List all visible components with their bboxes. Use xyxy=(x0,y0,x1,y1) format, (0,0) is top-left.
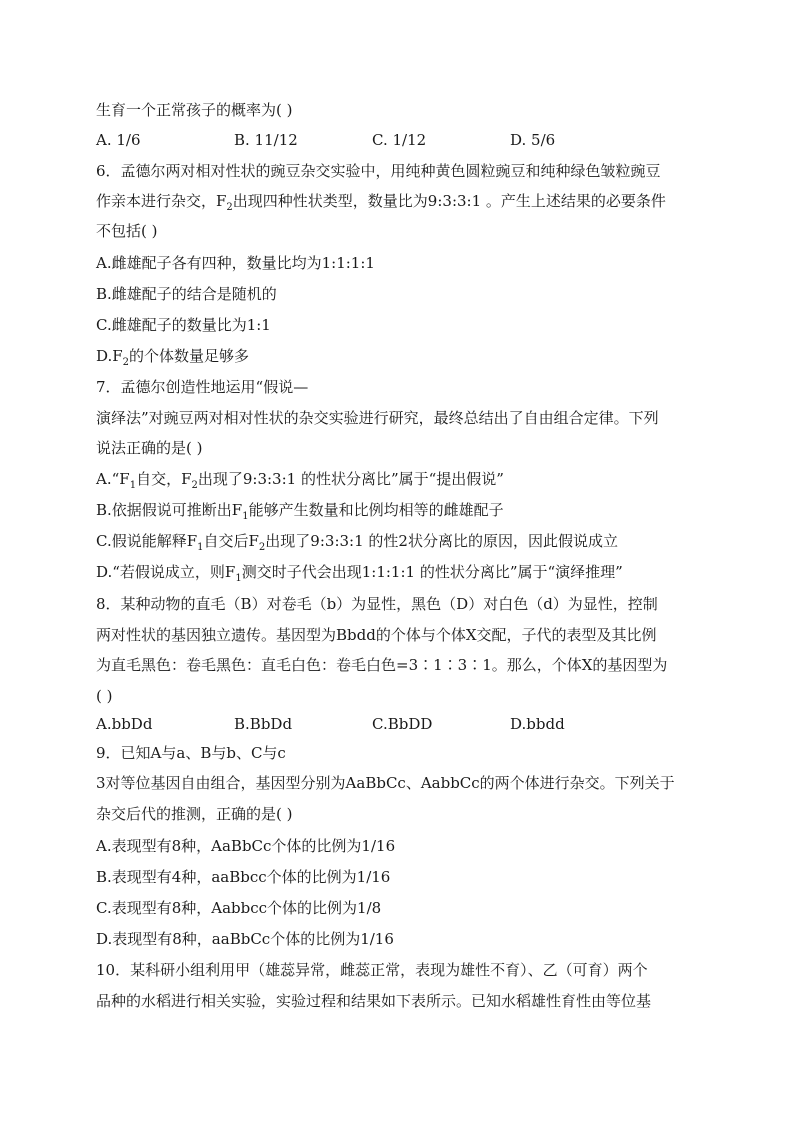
q9-stem-line1: 9．已知A与a、B与b、C与c xyxy=(96,744,286,762)
q8-stem-line1: 8．某种动物的直毛（B）对卷毛（b）为显性，黑色（D）对白色（d）为显性，控制 xyxy=(96,595,658,613)
q5-option-a: A. 1/6 xyxy=(96,131,141,149)
q5-stem-tail: 生育一个正常孩子的概率为( ) xyxy=(96,101,293,119)
q7-option-a: $A.“F_1$自交，$F_2$出现了9:3:3:1 的性状分离比”属于“提出假说” xyxy=(96,470,504,491)
q9-option-c: C.表现型有8种，Aabbcc个体的比例为1/8 xyxy=(96,899,382,917)
q6-option-a: A.雌雄配子各有四种，数量比均为1:1:1:1 xyxy=(96,254,375,272)
q6-option-d: $D.F_2$的个体数量足够多 xyxy=(96,347,250,368)
q6-stem-line3: 不包括( ) xyxy=(96,222,158,240)
q8-stem-line3: 为直毛黑色：卷毛黑色：直毛白色：卷毛白色=3∶1∶3∶1。那么，个体X的基因型为 xyxy=(96,656,668,674)
q7-stem-line2: 演绎法”对豌豆两对相对性状的杂交实验进行研究，最终总结出了自由组合定律。下列 xyxy=(96,409,659,427)
q8-option-a: A.bbDd xyxy=(96,715,153,733)
q8-stem-line4: ( ) xyxy=(96,687,113,705)
q9-option-a: A.表现型有8种，AaBbCc个体的比例为1/16 xyxy=(96,837,396,855)
q5-option-b: B. 11/12 xyxy=(234,131,298,149)
q7-option-d: D.“若假说成立，则$F_1$测交时子代会出现1:1:1:1 的性状分离比”属于“演绎推理” xyxy=(96,563,623,584)
q6-option-c: C.雌雄配子的数量比为1:1 xyxy=(96,316,271,334)
q9-option-b: B.表现型有4种，aaBbcc个体的比例为1/16 xyxy=(96,868,391,886)
q5-option-d: D. 5/6 xyxy=(510,131,556,149)
q8-option-c: C.BbDD xyxy=(372,715,433,733)
q9-stem-line3: 杂交后代的推测，正确的是( ) xyxy=(96,805,293,823)
q9-option-d: D.表现型有8种，aaBbCc个体的比例为1/16 xyxy=(96,930,394,948)
q6-option-b: B.雌雄配子的结合是随机的 xyxy=(96,285,277,303)
q8-option-d: D.bbdd xyxy=(510,715,565,733)
q10-stem-line2: 品种的水稻进行相关实验，实验过程和结果如下表所示。已知水稻雄性育性由等位基 xyxy=(96,992,652,1010)
q7-option-c: C.假说能解释$F_1$自交后$F_2$出现了9:3:3:1 的性2状分离比的原因，因此假说成立 xyxy=(96,532,618,553)
q6-stem-line1: 6．孟德尔两对相对性状的豌豆杂交实验中，用纯种黄色圆粒豌豆和纯种绿色皱粒豌豆 xyxy=(96,162,661,180)
q7-stem-line3: 说法正确的是( ) xyxy=(96,439,203,457)
q8-option-b: B.BbDd xyxy=(234,715,293,733)
q7-option-b: B.依据假说可推断出$F_1$能够产生数量和比例均相等的雌雄配子 xyxy=(96,501,504,522)
q8-stem-line2: 两对性状的基因独立遗传。基因型为Bbdd的个体与个体X交配，子代的表型及其比例 xyxy=(96,626,657,644)
q5-option-c: C. 1/12 xyxy=(372,131,427,149)
q6-stem-line2: 作亲本进行杂交，$F_2$出现四种性状类型，数量比为9:3:3:1 。产生上述结果的必要条件 xyxy=(96,192,666,213)
q9-stem-line2: 3对等位基因自由组合，基因型分别为AaBbCc、AabbCc的两个体进行杂交。下列关于 xyxy=(96,774,675,792)
q10-stem-line1: 10．某科研小组利用甲（雄蕊异常，雌蕊正常，表现为雄性不育）、乙（可育）两个 xyxy=(96,961,648,979)
q7-stem-line1: 7．孟德尔创造性地运用“假说— xyxy=(96,378,309,396)
